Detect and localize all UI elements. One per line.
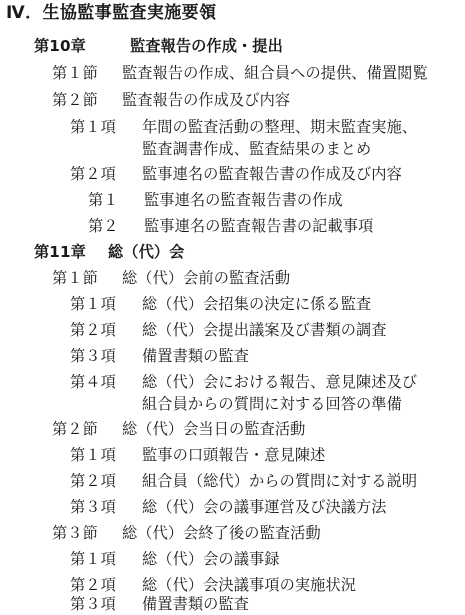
sub-item-10-2-2-2: [88, 215, 373, 237]
item-11-1-2: [70, 319, 387, 341]
item-number: 第１項: [70, 446, 116, 464]
item-number: 第３項: [70, 498, 116, 516]
item-number: 第１項: [70, 118, 116, 136]
section-10-1: [52, 62, 428, 84]
item-10-2-2: [70, 163, 402, 185]
section-title: 監査報告の作成及び内容: [122, 91, 291, 109]
item-11-3-3: [70, 593, 249, 615]
document-heading: Ⅳ．生協監事監査実施要領: [6, 3, 217, 23]
sub-item-number: 第２: [88, 217, 119, 235]
item-title: 監事の口頭報告・意見陳述: [142, 446, 326, 464]
chapter-number: 第10章: [34, 37, 86, 55]
item-number: 第２項: [70, 321, 116, 339]
sub-item-number: 第１: [88, 191, 119, 209]
item-11-1-4-continuation: 組合員からの質問に対する回答の準備: [142, 395, 402, 413]
item-title: 総（代）会の議事運営及び決議方法: [142, 498, 387, 516]
section-number: 第２節: [52, 420, 98, 438]
chapter-10: [34, 35, 283, 57]
item-title: 総（代）会の議事録: [142, 550, 280, 568]
item-number: 第１項: [70, 550, 116, 568]
item-number: 第１項: [70, 295, 116, 313]
section-number: 第１節: [52, 269, 98, 287]
section-10-2: [52, 89, 290, 111]
item-11-1-3: [70, 345, 249, 367]
chapter-11: [34, 241, 184, 263]
section-title: 総（代）会当日の監査活動: [122, 420, 306, 438]
item-11-2-3: [70, 496, 387, 518]
section-number: 第２節: [52, 91, 98, 109]
item-title: 組合員（総代）からの質問に対する説明: [142, 472, 418, 490]
section-number: 第３節: [52, 524, 98, 542]
item-title: 総（代）会招集の決定に係る監査: [142, 295, 372, 313]
item-title: 備置書類の監査: [142, 595, 250, 613]
item-title: 監事連名の監査報告書の作成及び内容: [142, 165, 402, 183]
item-title: 総（代）会提出議案及び書類の調査: [142, 321, 387, 339]
item-11-2-1: [70, 444, 325, 466]
section-title: 総（代）会前の監査活動: [122, 269, 291, 287]
section-number: 第１節: [52, 64, 98, 82]
item-11-2-2: [70, 470, 417, 492]
chapter-title: 監査報告の作成・提出: [130, 37, 283, 55]
item-number: 第２項: [70, 576, 116, 594]
section-title: 監査報告の作成、組合員への提供、備置閲覧: [122, 64, 428, 82]
chapter-number: 第11章: [34, 243, 86, 261]
item-number: 第３項: [70, 347, 116, 365]
item-title: 総（代）会決議事項の実施状況: [142, 576, 357, 594]
section-title: 総（代）会終了後の監査活動: [122, 524, 321, 542]
section-11-2: [52, 418, 305, 440]
item-title-line1: 総（代）会における報告、意見陳述及び: [142, 373, 418, 391]
item-title-line1: 年間の監査活動の整理、期末監査実施、: [142, 118, 418, 136]
item-10-2-1: [70, 116, 417, 138]
sub-item-10-2-2-1: [88, 189, 343, 211]
item-title: 備置書類の監査: [142, 347, 250, 365]
item-number: 第２項: [70, 472, 116, 490]
item-number: 第３項: [70, 595, 116, 613]
item-number: 第４項: [70, 373, 116, 391]
item-11-3-1: [70, 548, 280, 570]
section-11-3: [52, 522, 321, 544]
sub-item-title: 監事連名の監査報告書の記載事項: [144, 217, 374, 235]
sub-item-title: 監事連名の監査報告書の作成: [144, 191, 343, 209]
item-number: 第２項: [70, 165, 116, 183]
item-11-1-1: [70, 293, 371, 315]
item-10-2-1-continuation: 監査調書作成、監査結果のまとめ: [142, 140, 372, 158]
section-11-1: [52, 267, 290, 289]
item-11-1-4: [70, 371, 417, 393]
chapter-title: 総（代）会: [108, 243, 185, 261]
